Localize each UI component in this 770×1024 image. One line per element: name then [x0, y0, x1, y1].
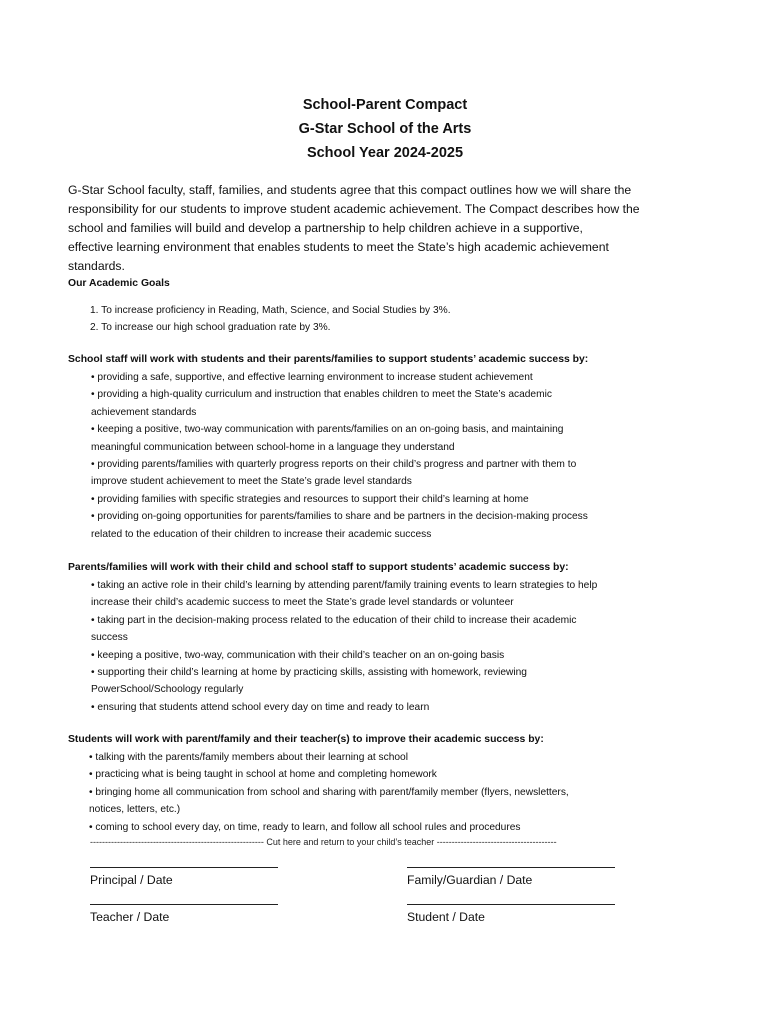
student-signature-line — [407, 904, 615, 905]
list-item: success — [91, 632, 128, 644]
staff-heading: School staff will work with students and their parents/families to support students’ academic success by: — [68, 354, 589, 365]
students-list — [89, 749, 689, 836]
goal-item: 2. To increase our high school graduation rate by 3%. — [90, 322, 331, 333]
document-title: School-Parent Compact — [302, 97, 468, 113]
intro-line: effective learning environment that enables students to meet the State’s high academic achievement — [68, 240, 609, 254]
staff-list — [91, 369, 691, 543]
list-item: • talking with the parents/family members about their learning at school — [89, 752, 408, 763]
family-date-label: Family/Guardian / Date — [407, 873, 533, 887]
principal-date-label: Principal / Date — [90, 873, 173, 887]
list-item: notices, letters, etc.) — [89, 804, 181, 816]
intro-line: standards. — [68, 259, 125, 273]
list-item: improve student achievement to meet the State’s grade level standards — [91, 476, 412, 488]
parents-list — [91, 577, 691, 716]
principal-signature-line — [90, 867, 278, 868]
list-item: • bringing home all communication from school and sharing with parent/family member (flyers, newsletters, — [89, 786, 569, 798]
teacher-date-label: Teacher / Date — [90, 910, 170, 924]
list-item: • practicing what is being taught in school at home and completing homework — [89, 769, 437, 781]
teacher-signature-line — [90, 904, 278, 905]
intro-paragraph — [68, 181, 708, 276]
list-item: increase their child’s academic success to meet the State’s grade level standards or volunteer — [91, 597, 514, 609]
list-item: • providing families with specific strategies and resources to support their child’s learning at home — [91, 493, 529, 505]
family-signature-line — [407, 867, 615, 868]
intro-line: school and families will build and develop a partnership to help children achieve in a supportive, — [68, 221, 583, 235]
list-item: achievement standards — [91, 406, 197, 418]
intro-line: G-Star School faculty, staff, families, and students agree that this compact outlines how we will share the — [68, 183, 632, 197]
list-item: • coming to school every day, on time, ready to learn, and follow all school rules and procedures — [89, 821, 521, 833]
student-date-label: Student / Date — [407, 910, 485, 924]
list-item: related to the education of their children to increase their academic success — [91, 528, 432, 540]
students-heading: Students will work with parent/family and their teacher(s) to improve their academic success by: — [68, 734, 544, 745]
intro-line: responsibility for our students to improve student academic achievement. The Compact describes how the — [68, 202, 640, 216]
list-item: • providing a high-quality curriculum and instruction that enables children to meet the State’s academic — [91, 389, 552, 401]
list-item: • providing parents/families with quarterly progress reports on their child’s progress and partner with them to — [91, 459, 577, 471]
list-item: • taking part in the decision-making process related to the education of their child to increase their academic — [91, 614, 577, 626]
list-item: PowerSchool/Schoology regularly — [91, 684, 244, 696]
list-item: • providing a safe, supportive, and effective learning environment to increase student achievement — [91, 372, 533, 383]
school-year: School Year 2024-2025 — [306, 145, 464, 161]
list-item: meaningful communication between school-home in a language they understand — [91, 441, 455, 453]
list-item: • supporting their child’s learning at home by practicing skills, assisting with homework, reviewing — [91, 667, 527, 679]
list-item: • providing on-going opportunities for parents/families to share and be partners in the decision-making process — [91, 511, 588, 523]
goal-item: 1. To increase proficiency in Reading, Math, Science, and Social Studies by 3%. — [90, 305, 451, 316]
school-name: G-Star School of the Arts — [298, 121, 472, 137]
list-item: • keeping a positive, two-way communication with parents/families on an on-going basis, and maintaining — [91, 424, 564, 436]
cut-here-line: ---------------------------------------------------------- Cut here and return to your child’s teacher ---------------------------------------- — [90, 837, 557, 847]
parents-heading: Parents/families will work with their child and school staff to support students’ academic success by: — [68, 562, 569, 573]
list-item: • keeping a positive, two-way, communication with their child’s teacher on an on-going basis — [91, 649, 505, 661]
list-item: • ensuring that students attend school every day on time and ready to learn — [91, 701, 430, 713]
goals-heading: Our Academic Goals — [68, 278, 170, 289]
list-item: • taking an active role in their child’s learning by attending parent/family training events to learn strategies to help — [91, 580, 598, 591]
